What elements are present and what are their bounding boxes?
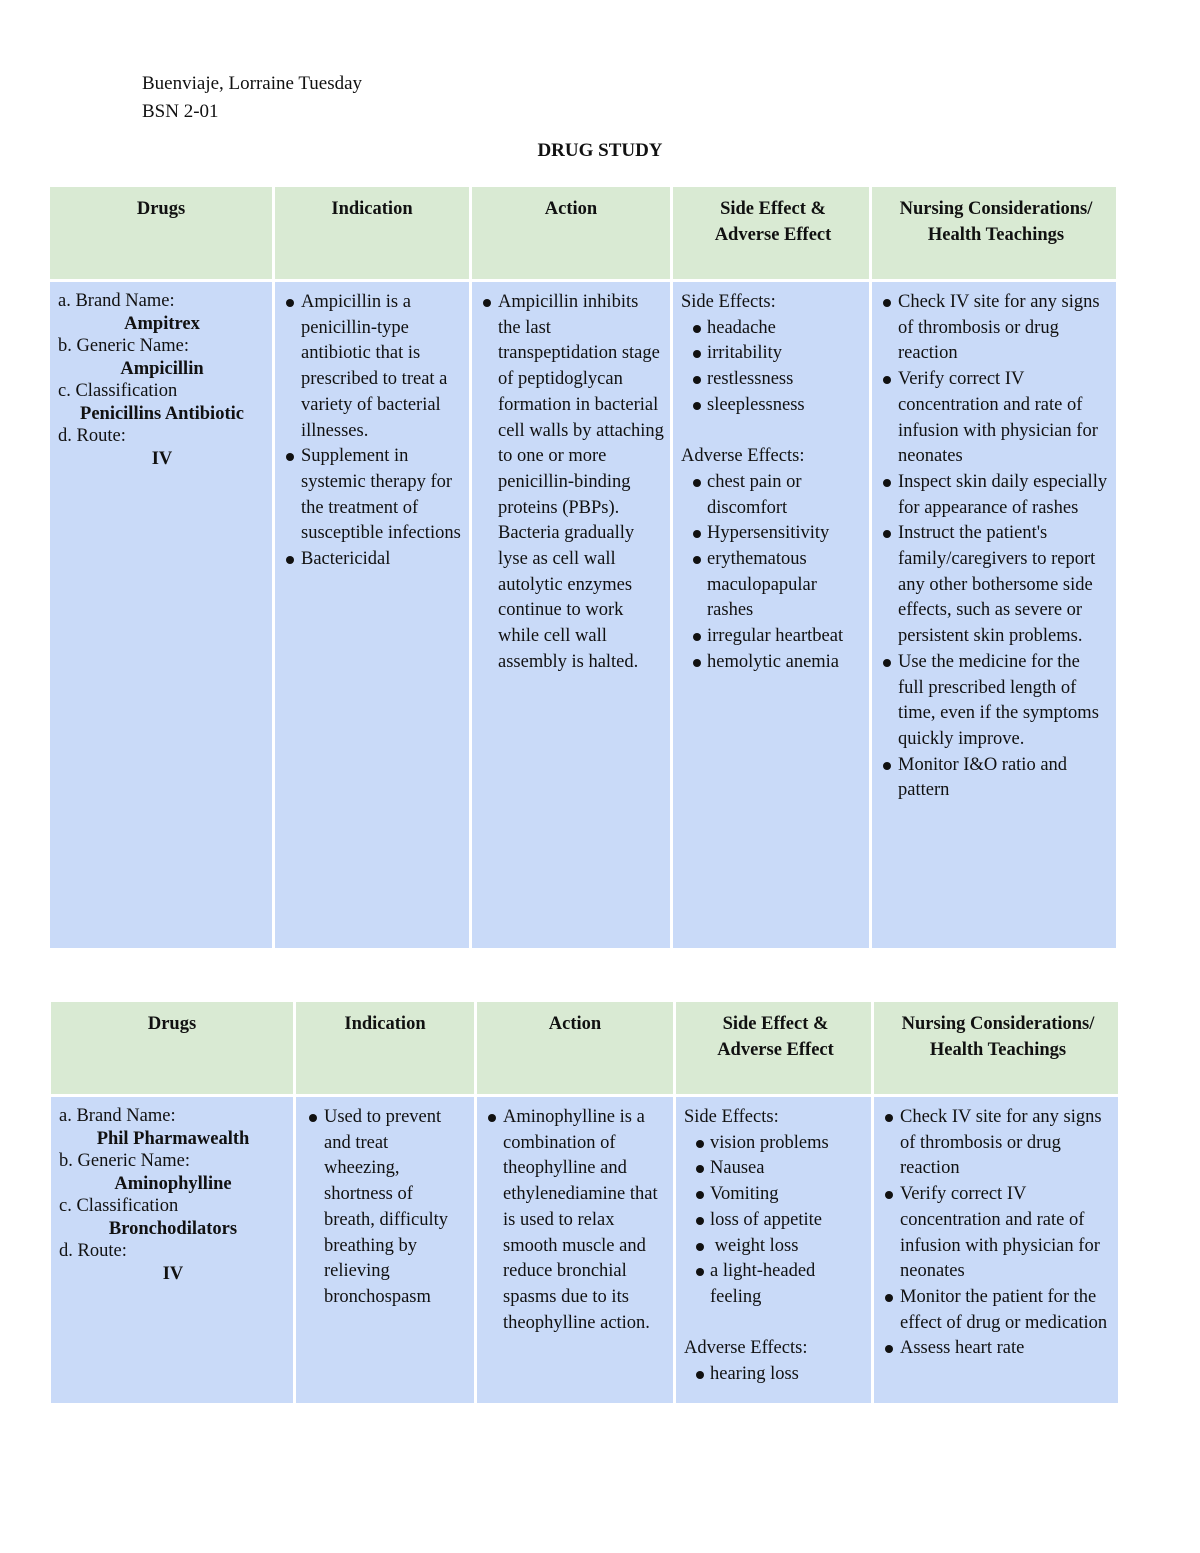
side-effects-label: Side Effects: (684, 1107, 779, 1127)
list-item: Assess heart rate (882, 1336, 1112, 1362)
drug-info-cell (50, 282, 272, 948)
drug-info-cell (51, 1097, 293, 1403)
list-item: Used to prevent and treat wheezing, shortness of breath, difficulty breathing by relieving bronchospasm (306, 1105, 468, 1311)
col-header-indication: Indication (296, 1002, 474, 1094)
list-item: Check IV site for any signs of thrombosis or drug reaction (882, 1105, 1112, 1182)
brand-name: Phil Pharmawealth (96, 1128, 250, 1149)
list-item: weight loss (684, 1234, 865, 1260)
adverse-effects-label: Adverse Effects: (681, 446, 805, 467)
list-item: a light-headed feeling (684, 1259, 865, 1310)
nursing-cell (874, 1097, 1118, 1403)
indication-cell (296, 1097, 474, 1403)
list-item: restlessness (681, 367, 863, 393)
student-name: Buenviaje, Lorraine Tuesday (142, 73, 363, 94)
list-item: Ampicillin is a penicillin-type antibiotic that is prescribed to treat a variety of bacterial illnesses. (283, 290, 463, 444)
list-item: vision problems (684, 1131, 865, 1157)
brand-label: a. Brand Name: (59, 1106, 176, 1126)
col-header-indication: Indication (275, 187, 469, 279)
list-item: Inspect skin daily especially for appearance of rashes (880, 470, 1110, 521)
list-item: Nausea (684, 1156, 865, 1182)
list-item: chest pain or discomfort (681, 470, 863, 521)
classification-value: Bronchodilators (108, 1218, 238, 1239)
route-label: d. Route: (59, 1241, 127, 1261)
indication-cell (275, 282, 469, 948)
table-header-row (51, 1002, 1118, 1094)
list-item: Instruct the patient's family/caregivers to report any other bothersome side effects, such as severe or persistent skin problems. (880, 521, 1110, 650)
drug-table-ampicillin (47, 184, 1119, 951)
side-effects-label: Side Effects: (681, 292, 776, 312)
generic-label: b. Generic Name: (58, 336, 189, 356)
list-item: hearing loss (684, 1362, 865, 1388)
col-header-side-effects: Side Effect & Adverse Effect (676, 1002, 871, 1094)
list-item: Vomiting (684, 1182, 865, 1208)
generic-name: Aminophylline (114, 1173, 232, 1194)
col-header-side-effects: Side Effect & Adverse Effect (673, 187, 869, 279)
classification-value: Penicillins Antibiotic (80, 403, 244, 424)
table-header-row (50, 187, 1116, 279)
col-header-drugs: Drugs (50, 187, 272, 279)
col-header-action: Action (477, 1002, 673, 1094)
side-effects-cell (676, 1097, 871, 1403)
list-item: Verify correct IV concentration and rate of infusion with physician for neonates (882, 1182, 1112, 1285)
page-title: DRUG STUDY (537, 140, 663, 161)
student-info (142, 70, 362, 126)
list-item: Monitor the patient for the effect of drug or medication (882, 1285, 1112, 1336)
adverse-effects-label: Adverse Effects: (684, 1338, 808, 1359)
action-cell (472, 282, 670, 948)
list-item: erythematous maculopapular rashes (681, 547, 863, 624)
action-cell (477, 1097, 673, 1403)
col-header-nursing: Nursing Considerations/ Health Teachings (872, 187, 1116, 279)
list-item: Bactericidal (283, 547, 463, 573)
col-header-action: Action (472, 187, 670, 279)
side-effects-cell (673, 282, 869, 948)
generic-name: Ampicillin (120, 358, 204, 379)
classification-label: c. Classification (58, 381, 178, 401)
list-item: Hypersensitivity (681, 521, 863, 547)
list-item: Aminophylline is a combination of theophylline and ethylenediamine that is used to relax smooth muscle and reduce bronchial spasms due to its theophylline action. (485, 1105, 667, 1336)
student-section: BSN 2-01 (142, 101, 219, 122)
brand-label: a. Brand Name: (58, 291, 175, 311)
route-value: IV (162, 1263, 184, 1284)
classification-label: c. Classification (59, 1196, 179, 1216)
list-item: Supplement in systemic therapy for the treatment of susceptible infections (283, 444, 463, 547)
list-item: sleeplessness (681, 393, 863, 419)
brand-name: Ampitrex (124, 313, 200, 334)
list-item: headache (681, 316, 863, 342)
list-item: hemolytic anemia (681, 650, 863, 676)
route-value: IV (151, 448, 173, 469)
route-label: d. Route: (58, 426, 126, 446)
list-item: Monitor I&O ratio and pattern (880, 753, 1110, 804)
list-item: irregular heartbeat (681, 624, 863, 650)
list-item: Verify correct IV concentration and rate of infusion with physician for neonates (880, 367, 1110, 470)
list-item: Ampicillin inhibits the last transpeptidation stage of peptidoglycan formation in bacterial cell walls by attaching to one or more penicillin-binding proteins (PBPs). Bacteria gradually lyse as cell wall autolytic enzymes continue to work while cell wall assembly is halted. (480, 290, 664, 676)
drug-table-aminophylline (48, 999, 1121, 1406)
table-row (50, 282, 1116, 948)
list-item: irritability (681, 341, 863, 367)
list-item: Use the medicine for the full prescribed length of time, even if the symptoms quickly improve. (880, 650, 1110, 753)
generic-label: b. Generic Name: (59, 1151, 190, 1171)
col-header-nursing: Nursing Considerations/ Health Teachings (874, 1002, 1118, 1094)
nursing-cell (872, 282, 1116, 948)
list-item: loss of appetite (684, 1208, 865, 1234)
list-item: Check IV site for any signs of thrombosis or drug reaction (880, 290, 1110, 367)
col-header-drugs: Drugs (51, 1002, 293, 1094)
table-row (51, 1097, 1118, 1403)
